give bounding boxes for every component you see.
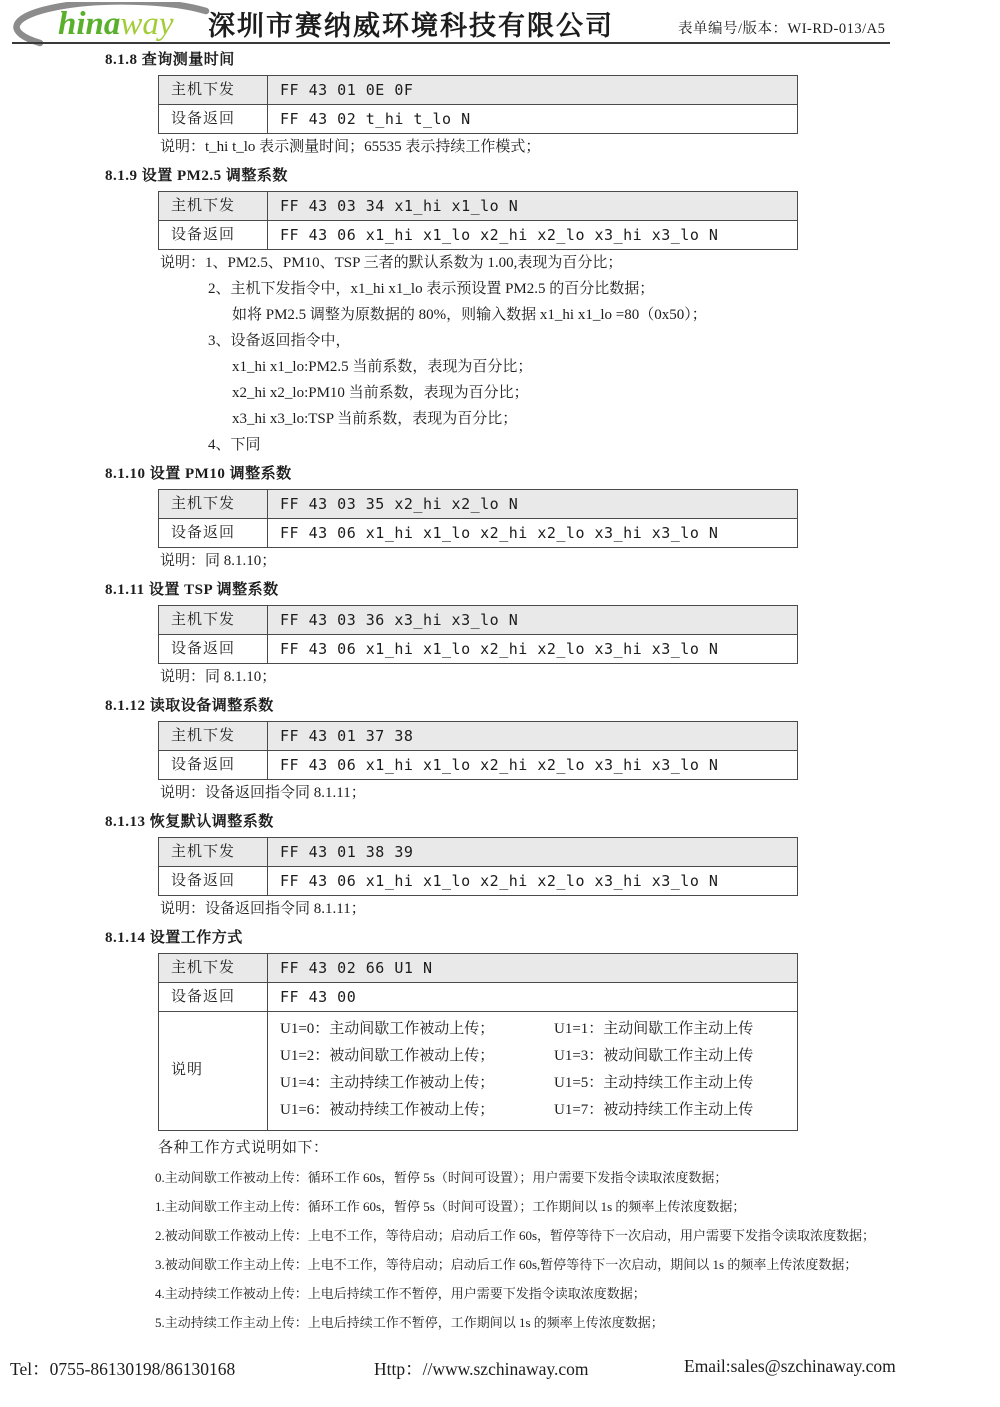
- row-label-cell: 设备返回: [159, 519, 268, 548]
- work-mode-item: 5.主动持续工作主动上传：上电后持续工作不暂停，工作期间以 1s 的频率上传浓度数据；: [155, 1315, 664, 1330]
- command-bytes-cell: FF 43 03 34 x1_hi x1_lo N: [268, 192, 798, 221]
- work-mode-item: 3.被动间歇工作主动上传：上电不工作，等待启动；启动后工作 60s,暂停等待下一次启动，期间以 1s 的频率上传浓度数据；: [155, 1257, 858, 1272]
- section-heading: 8.1.11 设置 TSP 调整系数: [105, 582, 279, 598]
- command-bytes-cell: FF 43 06 x1_hi x1_lo x2_hi x2_lo x3_hi x3_lo N: [268, 635, 798, 664]
- section-note: 3、设备返回指令中，: [208, 333, 351, 349]
- command-bytes-cell: FF 43 01 0E 0F: [268, 76, 798, 105]
- command-table: [158, 721, 798, 780]
- row-label-cell: 主机下发: [159, 722, 268, 751]
- mode-option-line: [280, 1070, 785, 1097]
- footer-url: Http：//www.szchinaway.com: [374, 1359, 589, 1379]
- table-row: [159, 867, 798, 896]
- logo-text-hina: hina: [58, 6, 121, 42]
- mode-option-right: U1=1：主动间歇工作主动上传: [554, 1021, 754, 1037]
- mode-option-right: U1=3：被动间歇工作主动上传: [554, 1048, 754, 1064]
- mode-option-right: U1=5：主动持续工作主动上传: [554, 1075, 754, 1091]
- header-rule: [12, 42, 890, 44]
- command-bytes-cell: FF 43 03 35 x2_hi x2_lo N: [268, 490, 798, 519]
- section-note: 说明：设备返回指令同 8.1.11；: [160, 901, 366, 917]
- table-row: [159, 192, 798, 221]
- table-row: [159, 983, 798, 1012]
- table-row: [159, 105, 798, 134]
- command-table: [158, 837, 798, 896]
- section-note: 说明：设备返回指令同 8.1.11；: [160, 785, 366, 801]
- chinaway-logo: [58, 8, 174, 41]
- row-label-cell: 主机下发: [159, 76, 268, 105]
- row-label-cell: 设备返回: [159, 867, 268, 896]
- section-note: x3_hi x3_lo:TSP 当前系数，表现为百分比；: [232, 411, 518, 427]
- row-label-cell: 主机下发: [159, 192, 268, 221]
- table-row: [159, 838, 798, 867]
- work-modes-block: [0, 1137, 1000, 1337]
- command-bytes-cell: FF 43 06 x1_hi x1_lo x2_hi x2_lo x3_hi x3_lo N: [268, 751, 798, 780]
- table-row: [159, 722, 798, 751]
- row-label-cell: 主机下发: [159, 606, 268, 635]
- row-label-cell: 设备返回: [159, 751, 268, 780]
- section-note: 说明：t_hi t_lo 表示测量时间；65535 表示持续工作模式；: [160, 139, 541, 155]
- command-bytes-cell: FF 43 06 x1_hi x1_lo x2_hi x2_lo x3_hi x3_lo N: [268, 221, 798, 250]
- form-id: [678, 17, 885, 38]
- section-note: 说明：同 8.1.10；: [160, 553, 277, 569]
- row-label-cell: 主机下发: [159, 954, 268, 983]
- work-modes-heading: 各种工作方式说明如下：: [158, 1140, 329, 1156]
- row-label-cell: 设备返回: [159, 983, 268, 1012]
- sections-container: [0, 50, 1000, 1131]
- command-bytes-cell: FF 43 00: [268, 983, 798, 1012]
- command-bytes-cell: FF 43 01 38 39: [268, 838, 798, 867]
- command-bytes-cell: FF 43 06 x1_hi x1_lo x2_hi x2_lo x3_hi x3_lo N: [268, 519, 798, 548]
- work-mode-item: 4.主动持续工作被动上传：上电后持续工作不暂停，用户需要下发指令读取浓度数据；: [155, 1286, 646, 1301]
- mode-option-line: [280, 1016, 785, 1043]
- table-row: [159, 954, 798, 983]
- section-heading: 8.1.13 恢复默认调整系数: [105, 814, 274, 830]
- row-label-cell: 设备返回: [159, 105, 268, 134]
- section-note: x2_hi x2_lo:PM10 当前系数，表现为百分比；: [232, 385, 529, 401]
- section-note: 说明：1、PM2.5、PM10、TSP 三者的默认系数为 1.00,表现为百分比；: [160, 255, 623, 271]
- command-bytes-cell: FF 43 02 66 U1 N: [268, 954, 798, 983]
- command-bytes-cell: FF 43 02 t_hi t_lo N: [268, 105, 798, 134]
- table-row: [159, 76, 798, 105]
- section-note: 如将 PM2.5 调整为原数据的 80%，则输入数据 x1_hi x1_lo =80（0x50）；: [232, 307, 707, 323]
- mode-options-cell: [268, 1012, 798, 1131]
- mode-option-right: U1=7：被动持续工作主动上传: [554, 1102, 754, 1118]
- row-label-cell: 主机下发: [159, 490, 268, 519]
- section-8.1.9: [0, 166, 1000, 458]
- command-table: [158, 605, 798, 664]
- command-table: [158, 489, 798, 548]
- section-note: 4、下同: [208, 437, 261, 453]
- command-bytes-cell: FF 43 06 x1_hi x1_lo x2_hi x2_lo x3_hi x3_lo N: [268, 867, 798, 896]
- section-8.1.8: [0, 50, 1000, 160]
- command-bytes-cell: FF 43 03 36 x3_hi x3_lo N: [268, 606, 798, 635]
- page-footer: [0, 1356, 1000, 1386]
- mode-option-left: U1=6：被动持续工作被动上传；: [280, 1102, 495, 1118]
- mode-option-left: U1=4：主动持续工作被动上传；: [280, 1075, 495, 1091]
- section-8.1.11: [0, 580, 1000, 690]
- command-table: [158, 953, 798, 1131]
- section-heading: 8.1.8 查询测量时间: [105, 52, 235, 68]
- table-row: [159, 606, 798, 635]
- section-8.1.12: [0, 696, 1000, 806]
- section-heading: 8.1.12 读取设备调整系数: [105, 698, 274, 714]
- table-row: [159, 635, 798, 664]
- page-header: [0, 0, 1000, 46]
- row-label-cell: 设备返回: [159, 635, 268, 664]
- section-note: 说明：同 8.1.10；: [160, 669, 277, 685]
- footer-tel: Tel：0755-86130198/86130168: [10, 1359, 236, 1379]
- work-mode-item: 2.被动间歇工作被动上传：上电不工作，等待启动；启动后工作 60s，暂停等待下一次启动，用户需要下发指令读取浓度数据；: [155, 1228, 876, 1243]
- table-row-modes: [159, 1012, 798, 1131]
- mode-option-left: U1=2：被动间歇工作被动上传；: [280, 1048, 495, 1064]
- section-8.1.14: [0, 928, 1000, 1131]
- row-label-cell: 设备返回: [159, 221, 268, 250]
- section-heading: 8.1.10 设置 PM10 调整系数: [105, 466, 292, 482]
- table-row: [159, 490, 798, 519]
- work-mode-item: 1.主动间歇工作主动上传：循环工作 60s，暂停 5s（时间可设置）；工作期间以 1s 的频率上传浓度数据；: [155, 1199, 746, 1214]
- section-8.1.13: [0, 812, 1000, 922]
- table-row: [159, 751, 798, 780]
- table-row: [159, 519, 798, 548]
- command-table: [158, 191, 798, 250]
- command-bytes-cell: FF 43 01 37 38: [268, 722, 798, 751]
- mode-option-line: [280, 1043, 785, 1070]
- logo-text-way: way: [120, 6, 174, 42]
- section-heading: 8.1.9 设置 PM2.5 调整系数: [105, 168, 288, 184]
- work-mode-item: 0.主动间歇工作被动上传：循环工作 60s，暂停 5s（时间可设置）；用户需要下发指令读取浓度数据；: [155, 1170, 728, 1185]
- command-table: [158, 75, 798, 134]
- row-label-cell: 主机下发: [159, 838, 268, 867]
- section-note: 2、主机下发指令中，x1_hi x1_lo 表示预设置 PM2.5 的百分比数据；: [208, 281, 655, 297]
- work-modes-list: [0, 1163, 1000, 1337]
- section-8.1.10: [0, 464, 1000, 574]
- mode-option-line: [280, 1097, 785, 1124]
- form-id-label: 表单编号/版本：: [678, 21, 788, 37]
- company-name: 深圳市赛纳威环境科技有限公司: [208, 11, 614, 41]
- row-label-cell: 说明: [159, 1012, 268, 1131]
- mode-option-left: U1=0：主动间歇工作被动上传；: [280, 1021, 495, 1037]
- form-id-value: WI-RD-013/A5: [787, 21, 886, 37]
- footer-email: Email:sales@szchinaway.com: [684, 1356, 896, 1376]
- section-note: x1_hi x1_lo:PM2.5 当前系数，表现为百分比；: [232, 359, 533, 375]
- section-heading: 8.1.14 设置工作方式: [105, 930, 243, 946]
- table-row: [159, 221, 798, 250]
